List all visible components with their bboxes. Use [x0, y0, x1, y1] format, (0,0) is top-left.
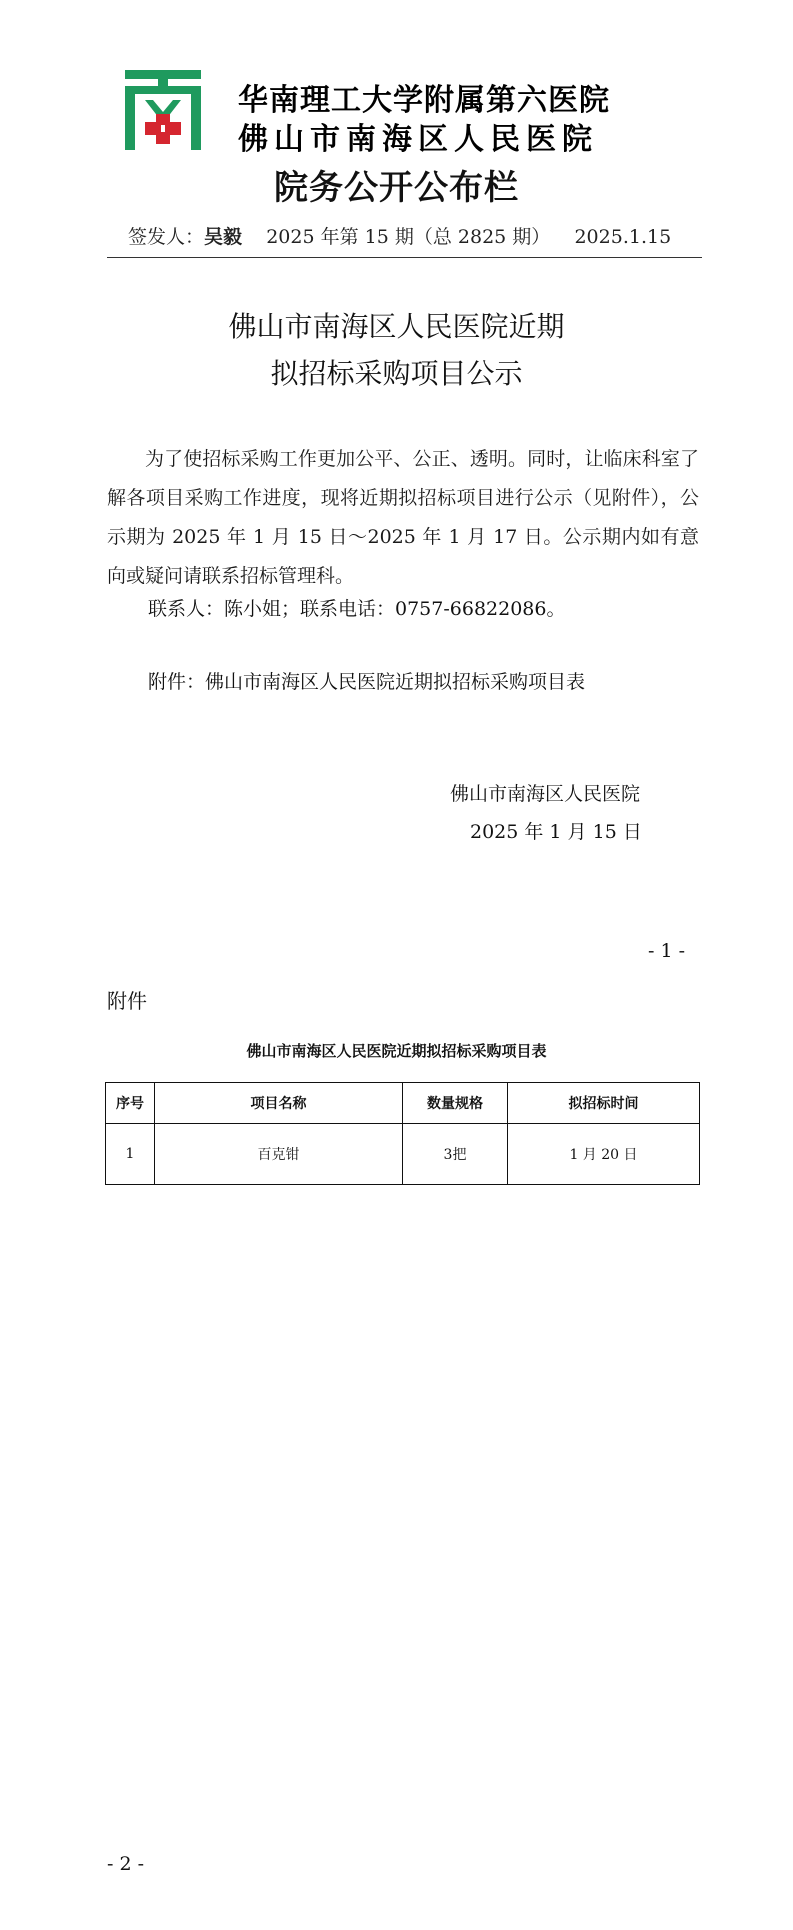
notice-paragraph: 为了使招标采购工作更加公平、公正、透明。同时，让临床科室了解各项目采购工作进度，现将近期拟招标项目进行公示（见附件），公示期为 2025 年 1 月 15 日～2025 年 1 月 17 日。公示期内如有意向或疑问请联系招标管理科。	[107, 448, 699, 587]
column-header: 项目名称	[155, 1083, 403, 1124]
attachment-reference: 附件：佛山市南海区人民医院近期拟招标采购项目表	[148, 671, 586, 693]
contact-line: 联系人：陈小姐；联系电话：0757-66822086。	[148, 598, 566, 620]
hospital-name-line2: 佛山市南海区人民医院	[238, 122, 598, 157]
column-header: 拟招标时间	[508, 1083, 700, 1124]
attachment-table-title: 佛山市南海区人民医院近期拟招标采购项目表	[246, 1042, 547, 1060]
column-header: 序号	[106, 1083, 155, 1124]
table-row	[106, 1124, 700, 1185]
header-divider	[107, 257, 702, 258]
procurement-table	[105, 1082, 700, 1185]
notice-title-line1: 佛山市南海区人民医院近期	[228, 310, 565, 343]
table-cell: 1 月 20 日	[508, 1124, 700, 1185]
column-header: 数量规格	[403, 1083, 508, 1124]
notice-title-line2: 拟招标采购项目公示	[270, 357, 523, 390]
signing-organization: 佛山市南海区人民医院	[450, 783, 641, 805]
issue-line	[128, 222, 671, 249]
hospital-name-line1: 华南理工大学附属第六医院	[238, 83, 610, 118]
signing-date: 2025 年 1 月 15 日	[470, 821, 642, 843]
signer-name: 吴毅	[204, 226, 243, 248]
notice-body	[107, 440, 699, 596]
table-cell: 1	[106, 1124, 155, 1185]
attachment-heading: 附件	[107, 989, 147, 1013]
hospital-logo	[125, 70, 201, 150]
signer-label: 签发人：	[128, 226, 205, 248]
board-title: 院务公开公布栏	[274, 168, 519, 208]
issue-number: 2025 年第 15 期（总 2825 期）	[266, 226, 551, 248]
table-header-row	[106, 1083, 700, 1124]
page-number-1: - 1 -	[648, 940, 686, 962]
page-number-2: - 2 -	[107, 1853, 145, 1875]
table-cell: 3把	[403, 1124, 508, 1185]
issue-date: 2025.1.15	[574, 226, 672, 248]
table-cell: 百克钳	[155, 1124, 403, 1185]
